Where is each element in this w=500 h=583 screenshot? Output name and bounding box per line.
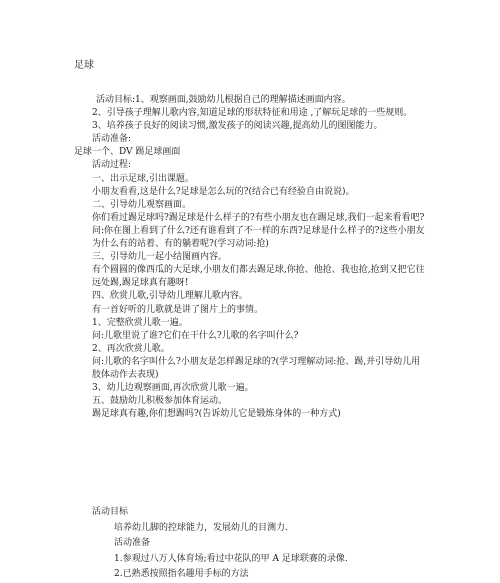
text-line: 你们看过踢足球吗?踢足球是什么样子的?有些小朋友也在踢足球,我们一起来看看吧? — [92, 212, 425, 223]
text-line: 三、引导幼儿一起小结图画内容。 — [92, 252, 228, 263]
text-line: 活动过程: — [92, 160, 132, 171]
text-line: 活动准备: — [92, 134, 132, 145]
text-line: 3、培养孩子良好的阅读习惯,激发孩子的阅读兴趣,提高幼儿的图图能力。 — [92, 121, 383, 132]
text-line: 有一首好听的儿歌就是讲了图片上的事情。 — [92, 304, 264, 315]
text-line: 1.参观过八万人体育场;看过中花队的甲 A 足球联赛的录像. — [114, 553, 348, 564]
text-line: 四、欣赏儿歌,引导幼儿理解儿歌内容。 — [92, 291, 248, 302]
lesson-plan-section-1 — [74, 94, 426, 421]
text-line: 踢足球真有趣,你们想踢吗?(告诉幼儿它是锻炼身体的一种方式) — [92, 409, 341, 420]
text-line: 问:儿歌里说了谁?它们在干什么?儿歌的名字叫什么? — [92, 330, 299, 341]
text-line: 3、幼儿边观察画面,再次欣赏儿歌一遍。 — [92, 383, 254, 394]
text-line: 问:儿歌的名字叫什么?小朋友是怎样踢足球的?(学习理解动词:抢、踢,并引导幼儿用肢体动作去表现) — [92, 356, 421, 380]
lesson-plan-section-2 — [74, 505, 426, 583]
text-line: 五、鼓励幼儿积极参加体育运动。 — [92, 396, 228, 407]
text-line: 活动目标:1、观察画面,鼓励幼儿根据自己的理解描述画面内容。 — [96, 95, 351, 105]
document-title: 足球 — [74, 60, 94, 71]
text-line: 有个圆圆的像西瓜的大足球,小朋友们都去踢足球,你抢、他抢、我也抢,抢到又把它往远处踢,踢足球真有趣呀! — [92, 265, 425, 289]
text-line: 小朋友看看,这是什么?足球是怎么玩的?(结合已有经验自由说说)。 — [92, 186, 355, 197]
text-line: 问:你在图上看到了什么?还有谁看到了不一样的东西?足球是什么样子的?这些小朋友为什么有的站着、有的躺着呢?(学习动词:抢) — [92, 225, 425, 250]
text-line: 一、出示足球,引出课题。 — [92, 173, 194, 184]
text-line: 2、再次欣赏儿歌。 — [92, 343, 170, 354]
text-line: 2、引导孩子理解儿歌内容,知道足球的形状特征和用途 ,了解玩足球的一些规则。 — [92, 108, 413, 119]
text-line: 活动目标 — [92, 507, 129, 517]
text-line: 2.已熟悉按照指名趣用手标的方法 — [114, 569, 249, 579]
text-line: 二、引导幼儿观察画面。 — [92, 199, 192, 210]
text-line: 1、完整欣赏儿歌一遍。 — [92, 317, 188, 328]
text-line: 足球一个、DV 踢足球画面 — [74, 147, 181, 158]
text-line: 活动准备 — [114, 538, 151, 548]
text-line: 培养幼儿脚的控球能力，发展幼儿的目测力. — [114, 522, 288, 533]
